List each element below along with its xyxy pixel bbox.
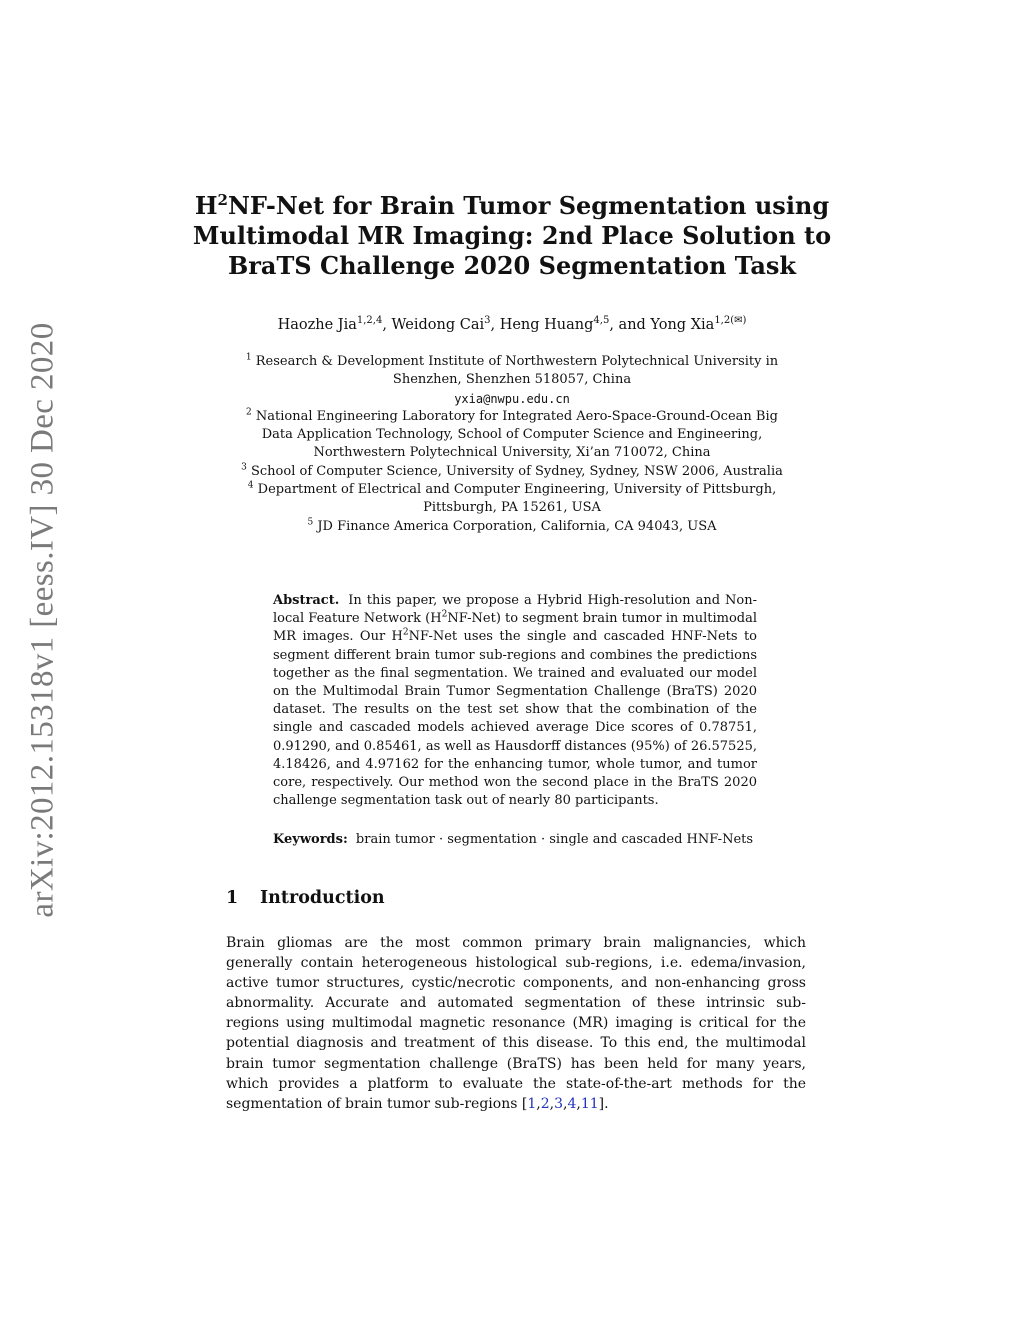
abstract: Abstract. In this paper, we propose a Hybrid High-resolution and Non-local Feature Network $(H^2NF-Net)$ to segment brain tumor in multimodal MR images. Our $H^2NF$-Net uses the single and cascaded HNF-Nets to segment different brain tumor sub-regions and combines the predictions together as the final segmentation. We trained and evaluated our model on the Multimodal Brain Tumor Segmentation Challenge (BraTS) 2020 dataset. The results on the test set show that the combination of the single and cascaded models achieved average Dice scores of 0.78751, 0.91290, and 0.85461, as well as Hausdorff distances (95%) of 26.57525, 4.18426, and 4.97162 for the enhancing tumor, whole tumor, and tumor core, respectively. Our method won the second place in the BraTS 2020 challenge segmentation task out of nearly 80 participants. xyxy=(273,593,758,809)
author-list xyxy=(0,315,1024,335)
paper-title xyxy=(0,191,1024,281)
citation-link[interactable]: 11 xyxy=(580,1095,599,1112)
affiliation-1: $^1$ Research & Development Institute of Northwestern Polytechnical University in xyxy=(245,352,779,369)
title-line-1: $H^2NF$-Net for Brain Tumor Segmentation using xyxy=(194,191,830,220)
author: Heng Huang$^{4,5}$, and xyxy=(499,315,651,333)
affiliation-2: $^2$ National Engineering Laboratory for Integrated Aero-Space-Ground-Ocean Big xyxy=(246,407,778,424)
author: Haozhe Jia$^{1,2,4}$, xyxy=(277,315,392,333)
affiliation-2-cont: Data Application Technology, School of Computer Science and Engineering, xyxy=(261,427,763,443)
author: Yong Xia$^{1,2(✉)}$ xyxy=(650,315,747,333)
citation-link[interactable]: 4 xyxy=(567,1095,577,1112)
keywords: Keywords: brain tumor · segmentation · single and cascaded HNF-Nets xyxy=(273,832,754,847)
abstract-label: Abstract. xyxy=(273,593,340,608)
affiliations xyxy=(0,353,1024,536)
citation-link[interactable]: 3 xyxy=(554,1095,564,1112)
affiliation-2-cont: Northwestern Polytechnical University, Xi’an 710072, China xyxy=(313,445,711,461)
introduction-paragraph: Brain gliomas are the most common primary brain malignancies, which generally contain heterogeneous histological sub-regions, i.e. edema/invasion, active tumor structures, cystic/necrotic components, and non-enhancing gross abnormality. Accurate and automated segmentation of these intrinsic sub-regions using multimodal magnetic resonance (MR) imaging is critical for the potential diagnosis and treatment of this disease. To this end, the multimodal brain tumor segmentation challenge (BraTS) has been held for many years, which provides a platform to evaluate the state-of-the-art methods for the segmentation of brain tumor sub-regions [1,2,3,4,11]. xyxy=(226,935,806,1112)
affiliation-5: $^5$ JD Finance America Corporation, California, CA 94043, USA xyxy=(307,517,717,534)
keywords-label: Keywords: xyxy=(273,832,348,847)
affiliation-4: $^4$ Department of Electrical and Computer Engineering, University of Pittsburgh, xyxy=(247,480,777,498)
author: Weidong Cai$^3$, xyxy=(391,315,500,333)
arxiv-side-stamp: arXiv:2012.15318v1 [eess.IV] 30 Dec 2020 xyxy=(24,322,61,918)
contact-email[interactable]: yxia@nwpu.edu.cn xyxy=(454,391,570,406)
title-line-2: Multimodal MR Imaging: 2nd Place Solution to xyxy=(192,221,832,250)
section-heading-introduction: 1 Introduction xyxy=(226,888,385,908)
affiliation-1-cont: Shenzhen, Shenzhen 518057, China xyxy=(392,372,632,388)
title-line-3: BraTS Challenge 2020 Segmentation Task xyxy=(227,251,797,280)
citation-link[interactable]: 1 xyxy=(527,1095,537,1112)
affiliation-3: $^3$ School of Computer Science, University of Sydney, Sydney, NSW 2006, Australia xyxy=(241,462,783,479)
citation-link[interactable]: 2 xyxy=(540,1095,550,1112)
affiliation-4-cont: Pittsburgh, PA 15261, USA xyxy=(423,500,601,516)
